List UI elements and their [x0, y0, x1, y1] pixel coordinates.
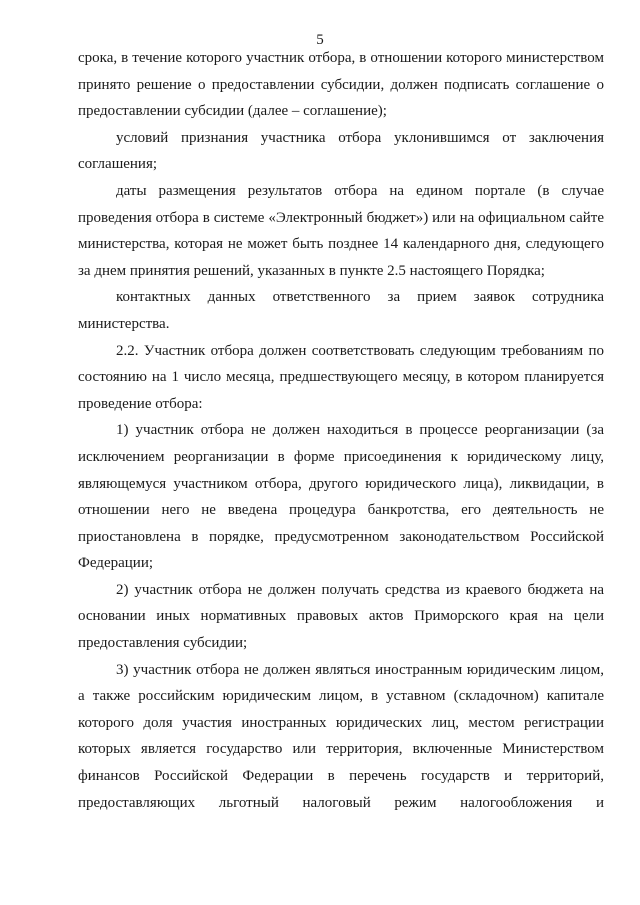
page-number: 5: [316, 32, 324, 48]
paragraph-evasion-conditions: условий признания участника отбора уклонившимся от заключения соглашения;: [78, 129, 604, 173]
document-body: [78, 45, 604, 816]
paragraph-requirement-2: 2) участник отбора не должен получать средства из краевого бюджета на основании иных нормативных правовых актов Приморского края на цели предоставления субсидии;: [78, 581, 604, 652]
paragraph-requirement-1: 1) участник отбора не должен находиться в процессе реорганизации (за исключением реорганизации в форме присоединения к юридическому лицу, являющемуся участником отбора, другого юридического лица), ликвидации, в отношении него не введена процедура банкротства, его деятельность не приостановлена в порядке, предусмотренном законодательством Российской Федерации;: [78, 422, 604, 572]
paragraph-deadline-signing: срока, в течение которого участник отбора, в отношении которого министерством принято решение о предоставлении субсидии, должен подписать соглашение о предоставлении субсидии (далее – соглашение);: [78, 50, 604, 120]
paragraph-contact-details: контактных данных ответственного за прием заявок сотрудника министерства.: [78, 289, 604, 332]
paragraph-section-2-2: 2.2. Участник отбора должен соответствовать следующим требованиям по состоянию на 1 число месяца, предшествующего месяцу, в котором планируется проведение отбора:: [78, 342, 604, 412]
paragraph-requirement-3: 3) участник отбора не должен являться иностранным юридическим лицом, а также российским юридическим лицом, в уставном (складочном) капитале которого доля участия иностранных юридических лиц, местом регистрации которых является государство или территория, включенные Министерством финансов Российской Федерации в перечень государств и территорий, предоставляющих льготный налоговый режим налогообложения и: [78, 661, 604, 811]
paragraph-results-publication-date: даты размещения результатов отбора на едином портале (в случае проведения отбора в системе «Электронный бюджет») или на официальном сайте министерства, которая не может быть позднее 14 календарного дня, следующего за днем принятия решений, указанных в пункте 2.5 настоящего Порядка;: [78, 182, 604, 279]
